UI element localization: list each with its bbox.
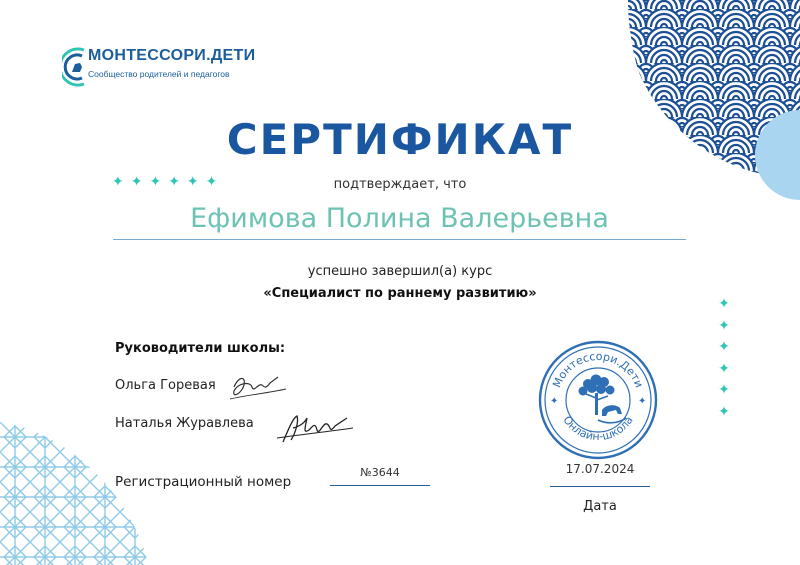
registration-number: №3644 bbox=[360, 466, 400, 479]
signatories-heading: Руководители школы: bbox=[115, 341, 286, 356]
date-label: Дата bbox=[583, 499, 617, 514]
logo-subtitle: Сообщество родителей и педагогов bbox=[88, 69, 230, 79]
signature-1 bbox=[228, 365, 288, 405]
confirms-text: подтверждает, что bbox=[333, 177, 467, 192]
registration-underline bbox=[330, 485, 430, 486]
date-value: 17.07.2024 bbox=[565, 462, 635, 476]
date-underline bbox=[550, 486, 650, 487]
name-underline bbox=[113, 239, 686, 240]
certificate-title: СЕРТИФИКАТ bbox=[226, 115, 574, 164]
logo-title: МОНТЕССОРИ.ДЕТИ bbox=[88, 47, 256, 64]
registration-label: Регистрационный номер bbox=[115, 474, 292, 490]
svg-text:Онлайн-школа bbox=[560, 414, 635, 443]
svg-text:✦: ✦ bbox=[638, 396, 647, 407]
course-name: «Специалист по раннему развитию» bbox=[263, 286, 537, 301]
star-row-decoration: ✦✦✦✦✦✦ bbox=[112, 174, 225, 190]
stamp-bottom-text: Онлайн-школа bbox=[560, 413, 636, 444]
signatory-name-1: Ольга Горевая bbox=[115, 378, 216, 393]
geometric-pattern-decoration bbox=[0, 422, 150, 565]
logo-icon bbox=[62, 46, 88, 88]
signatory-name-2: Наталья Журавлева bbox=[115, 416, 254, 431]
school-stamp bbox=[536, 338, 660, 462]
star-column-decoration: ✦ ✦ ✦ ✦ ✦ ✦ bbox=[718, 296, 730, 420]
recipient-name: Ефимова Полина Валерьевна bbox=[190, 203, 609, 234]
stamp-top-text: Монтессори.Дети bbox=[550, 349, 646, 390]
completed-text: успешно завершил(а) курс bbox=[307, 264, 493, 279]
signature-2 bbox=[275, 408, 355, 448]
svg-text:✦: ✦ bbox=[550, 396, 559, 407]
